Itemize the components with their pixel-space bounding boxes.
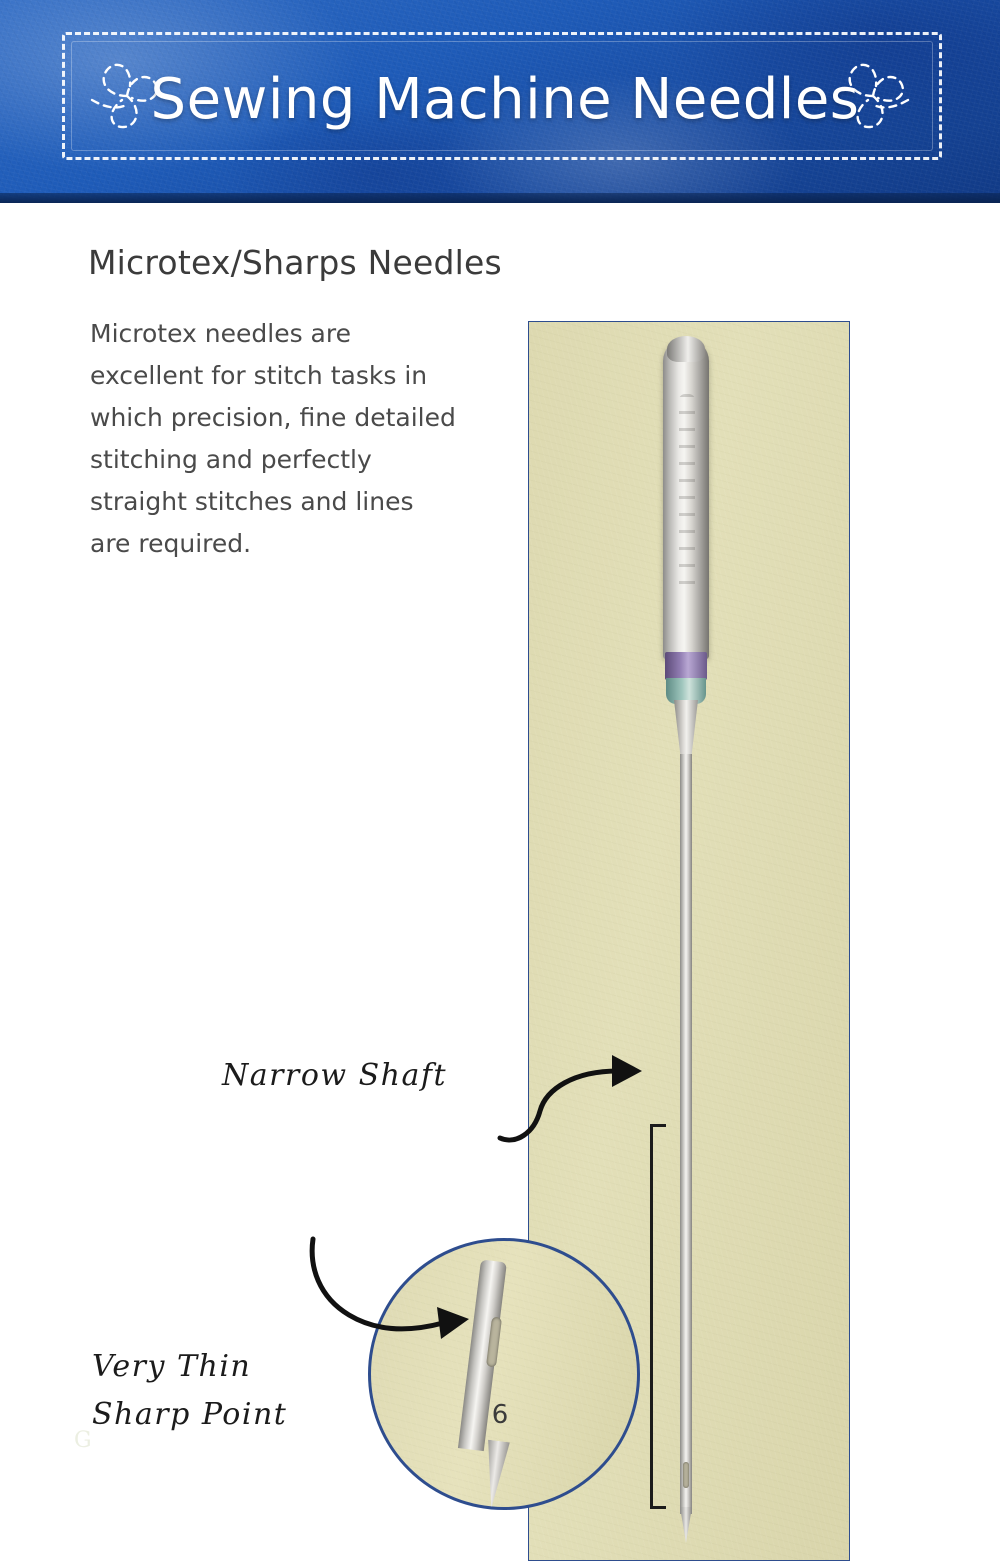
needle-point-magnifier: [368, 1238, 640, 1510]
needle-shank-top: [667, 336, 705, 362]
needle-color-band-purple: [665, 652, 707, 680]
corner-watermark: G: [74, 1428, 92, 1453]
needle-engraving-marks: [679, 394, 695, 594]
needle-eye: [683, 1462, 689, 1488]
shaft-measurement-bracket: [650, 1124, 666, 1509]
header-banner: [0, 0, 1000, 203]
page-number: 6: [491, 1400, 509, 1430]
section-title: Microtex/Sharps Needles: [88, 243, 502, 282]
banner-title-frame: [62, 32, 942, 160]
callout-narrow-shaft: Narrow Shaft: [222, 1058, 448, 1093]
page-title: Sewing Machine Needles: [150, 66, 860, 132]
callout-thin-sharp-point-line2: Sharp Point: [92, 1397, 288, 1432]
body-paragraph: Microtex needles are excellent for stitch tasks in which precision, fine detailed stitching and perfectly straight stitches and lines are required.: [90, 319, 456, 558]
banner-bottom-edge: [0, 193, 1000, 203]
callout-thin-sharp-point-line1: Very Thin: [92, 1349, 252, 1384]
page-content: [0, 203, 1000, 1500]
